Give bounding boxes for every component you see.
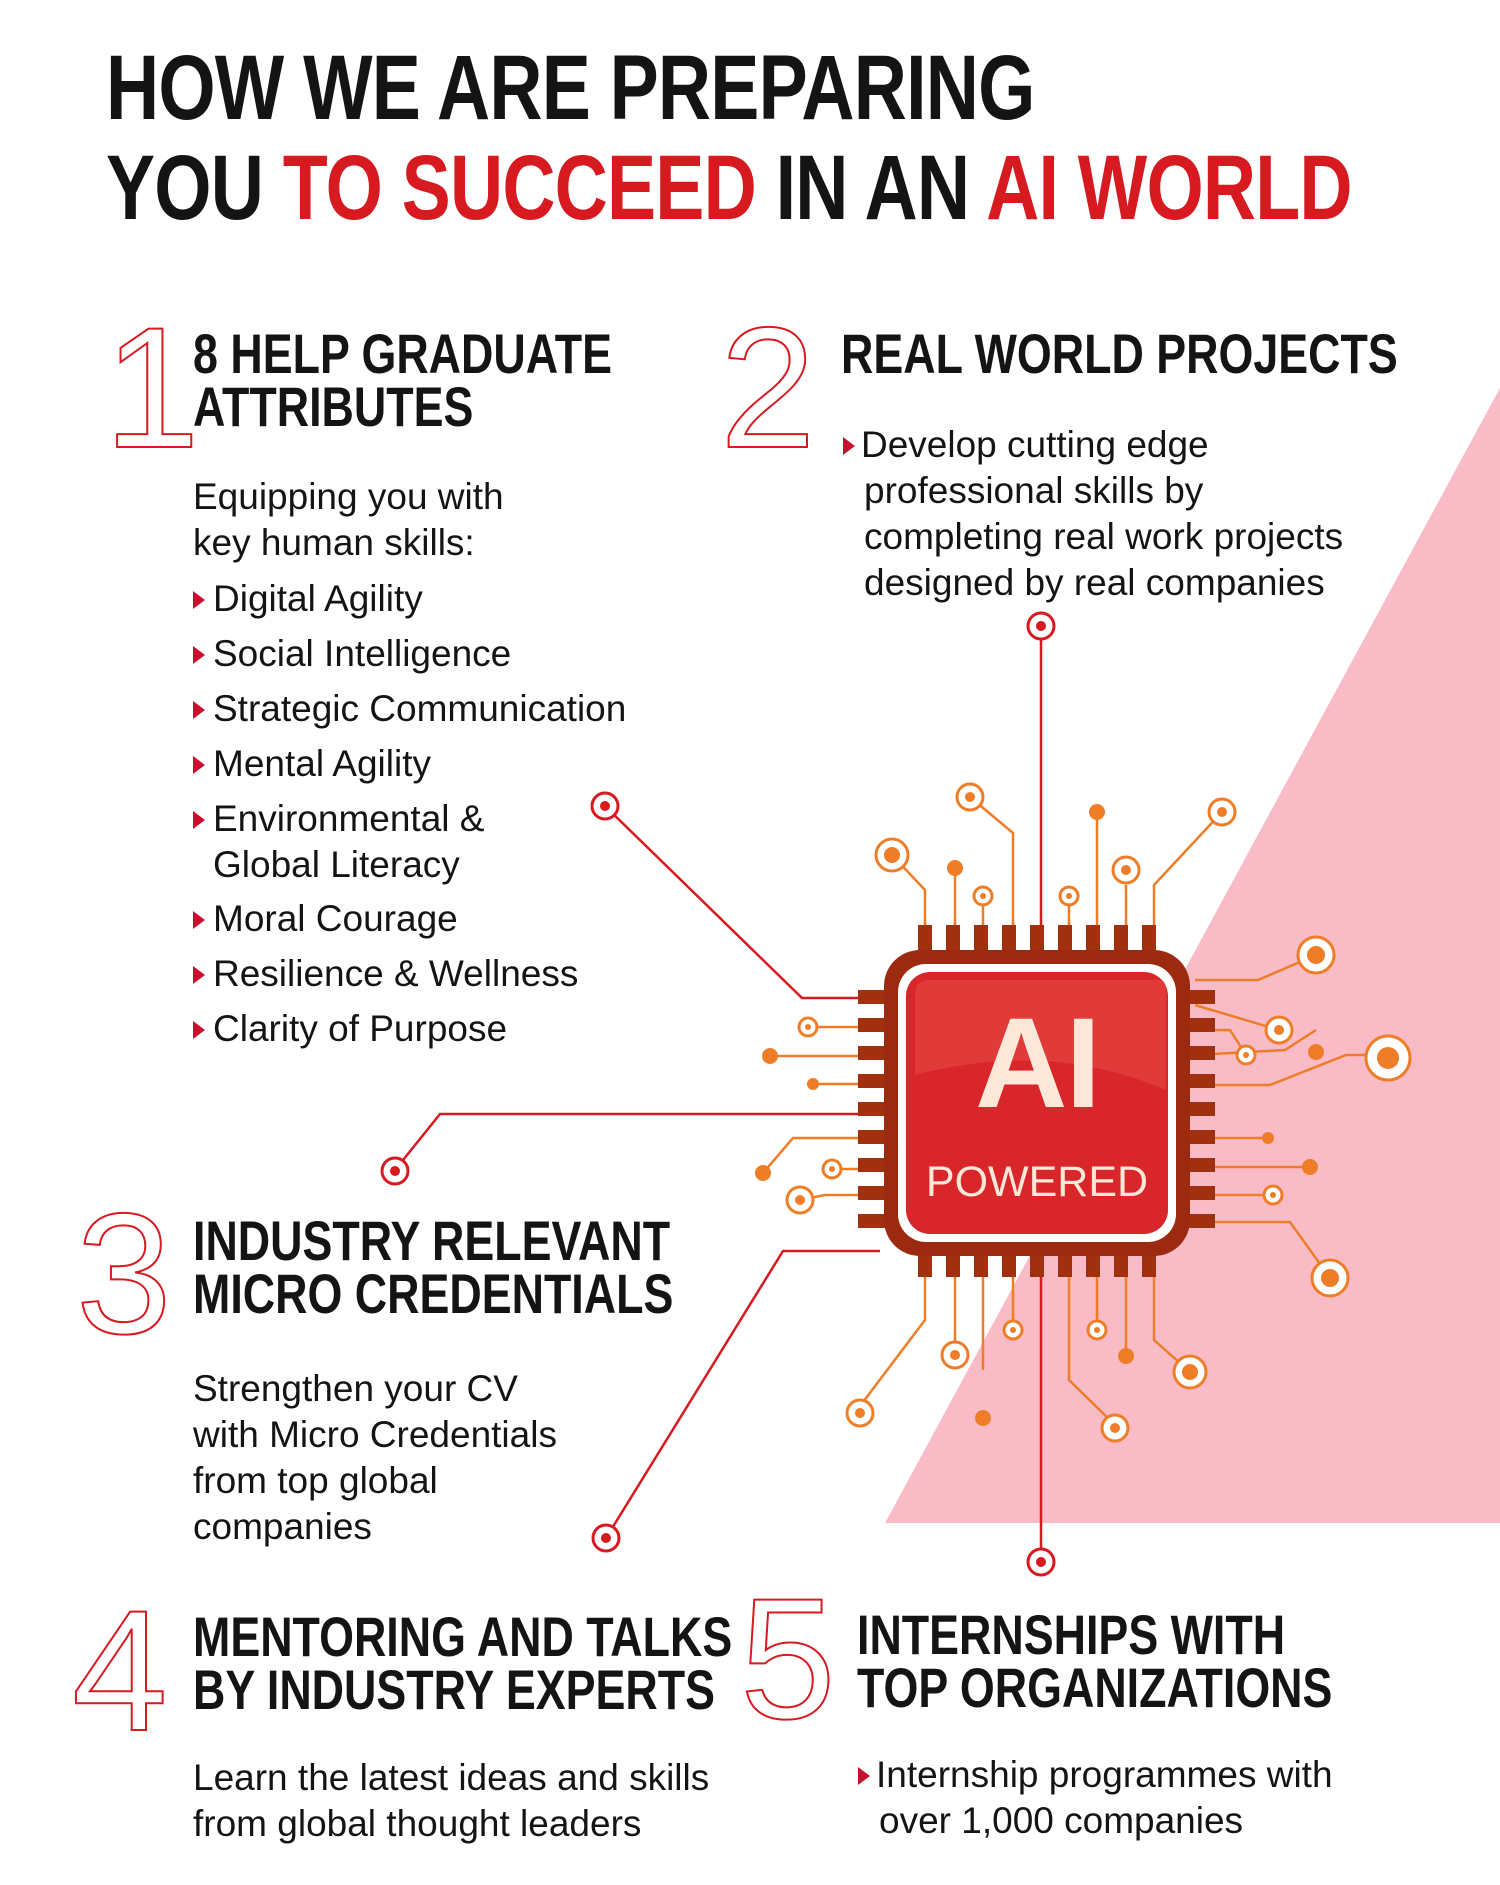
list-item-label: Resilience & Wellness	[213, 953, 579, 994]
section-4-heading-line-1: MENTORING AND TALKS	[193, 1605, 733, 1668]
title-line-2d: AI WORLD	[986, 137, 1352, 239]
section-4-heading-line-2: BY INDUSTRY EXPERTS	[193, 1658, 715, 1721]
triangle-bullet-icon	[193, 591, 205, 609]
section-1-intro-line-2: key human skills:	[193, 522, 475, 563]
title-line-2b: TO SUCCEED	[282, 137, 756, 239]
section-5-line-2: over 1,000 companies	[879, 1800, 1244, 1841]
section-3-heading	[193, 1209, 674, 1325]
title-line-2a: YOU	[106, 137, 283, 239]
list-item-label: Digital Agility	[213, 578, 423, 619]
section-3-line-2: with Micro Credentials	[193, 1414, 557, 1455]
section-5-heading-line-2: TOP ORGANIZATIONS	[857, 1656, 1333, 1719]
section-5-heading-line-1: INTERNSHIPS WITH	[857, 1603, 1286, 1666]
section-3-line-3: from top global	[193, 1460, 438, 1501]
triangle-bullet-icon	[858, 1767, 870, 1785]
section-2-line-3: completing real work projects	[864, 516, 1344, 557]
chip-label-ai: AI	[975, 992, 1099, 1135]
section-5-line-1: Internship programmes with	[876, 1754, 1333, 1795]
section-2-line-4: designed by real companies	[864, 562, 1325, 603]
list-item-label: Strategic Communication	[213, 688, 627, 729]
list-item-label: Moral Courage	[213, 898, 458, 939]
graduate-attributes-list	[193, 576, 626, 1061]
section-3-number: 3	[76, 1178, 172, 1370]
triangle-bullet-icon	[193, 1021, 205, 1039]
section-4-heading	[193, 1605, 733, 1721]
list-item	[193, 1006, 626, 1061]
list-item-label: Mental Agility	[213, 743, 431, 784]
list-item-label: Environmental &	[213, 798, 485, 839]
section-1-heading-line-2: ATTRIBUTES	[193, 375, 474, 438]
section-1-intro	[193, 474, 504, 566]
section-4-line-2: from global thought leaders	[193, 1803, 642, 1844]
triangle-bullet-icon	[193, 811, 205, 829]
list-item	[193, 576, 626, 631]
triangle-bullet-icon	[193, 701, 205, 719]
section-1-intro-line-1: Equipping you with	[193, 476, 504, 517]
chip-label-powered: POWERED	[925, 1158, 1149, 1206]
triangle-bullet-icon	[843, 437, 855, 455]
section-5-number: 5	[740, 1563, 836, 1755]
triangle-bullet-icon	[193, 966, 205, 984]
section-2-heading: REAL WORLD PROJECTS	[841, 322, 1398, 385]
title-line-2c: IN AN	[755, 137, 987, 239]
section-3-heading-line-1: INDUSTRY RELEVANT	[193, 1209, 671, 1272]
section-1-heading-line-1: 8 HELP GRADUATE	[193, 322, 613, 385]
list-item-label: Clarity of Purpose	[213, 1008, 508, 1049]
triangle-bullet-icon	[193, 756, 205, 774]
section-3-line-1: Strengthen your CV	[193, 1368, 518, 1409]
list-item	[193, 686, 626, 741]
section-2-number: 2	[720, 292, 816, 484]
list-item	[193, 631, 626, 686]
section-1-number: 1	[104, 292, 200, 484]
list-item	[193, 951, 626, 1006]
title-line-1: HOW WE ARE PREPARING	[106, 37, 1035, 139]
section-3-heading-line-2: MICRO CREDENTIALS	[193, 1262, 674, 1325]
triangle-bullet-icon	[193, 646, 205, 664]
page-title	[106, 38, 1352, 238]
triangle-bullet-icon	[193, 911, 205, 929]
section-3-line-4: companies	[193, 1506, 372, 1547]
section-2-line-2: professional skills by	[864, 470, 1204, 511]
section-1-heading	[193, 322, 613, 438]
section-4-number: 4	[72, 1575, 168, 1767]
list-item	[193, 896, 626, 951]
section-5-heading	[857, 1603, 1333, 1719]
list-item-label: Social Intelligence	[213, 633, 512, 674]
section-4-line-1: Learn the latest ideas and skills	[193, 1757, 710, 1798]
list-item	[193, 741, 626, 796]
list-item	[193, 796, 626, 896]
list-item-label-line-2: Global Literacy	[213, 844, 460, 885]
section-2-line-1: Develop cutting edge	[861, 424, 1209, 465]
